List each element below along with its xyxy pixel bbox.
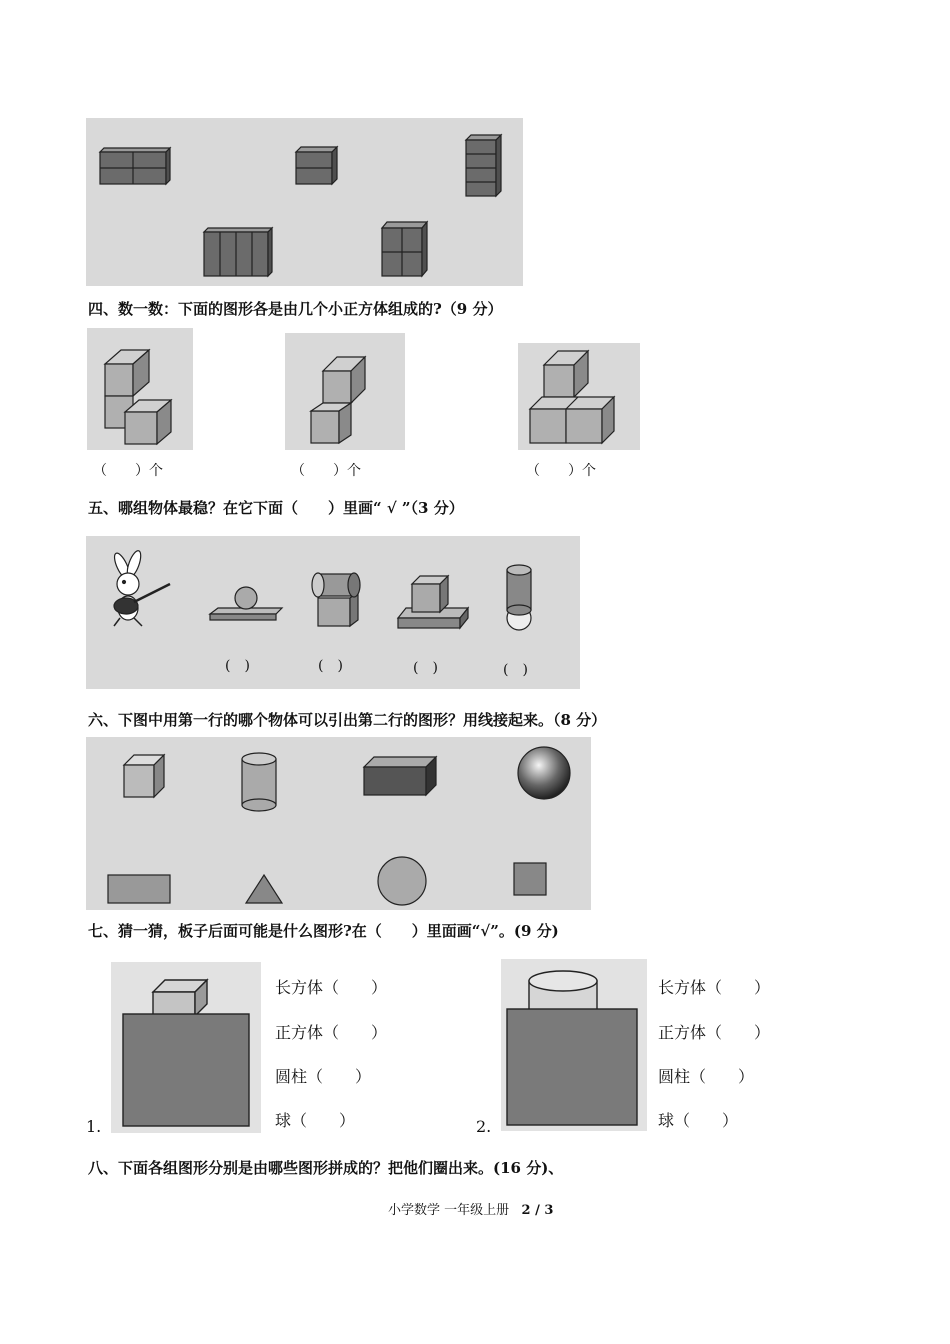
cube-figure-1	[87, 328, 193, 450]
stability-blank-1[interactable]: ( )	[225, 658, 250, 674]
circle-shape	[378, 857, 426, 905]
cuboid-group-1	[100, 148, 170, 184]
board	[123, 1014, 249, 1126]
rabbit-icon	[112, 549, 170, 626]
q2-option-sphere[interactable]: 球（ ）	[658, 1111, 739, 1130]
q2-option-cuboid[interactable]: 长方体（ ）	[658, 978, 771, 997]
stability-blank-2[interactable]: ( )	[318, 658, 343, 674]
question-1-number: 1.	[86, 1117, 102, 1136]
stability-blank-4[interactable]: ( )	[503, 662, 528, 678]
answer-blank-2[interactable]: （ ）个	[291, 463, 361, 479]
answer-blank-1[interactable]: （ ）个	[93, 463, 163, 479]
board-image-2	[501, 959, 647, 1131]
cuboid-group-4	[204, 228, 272, 276]
q1-option-cube[interactable]: 正方体（ ）	[275, 1023, 388, 1042]
q1-option-cylinder[interactable]: 圆柱（ ）	[275, 1067, 372, 1086]
cuboid-group-3	[466, 135, 501, 196]
section-6-heading: 六、下图中用第一行的哪个物体可以引出第二行的图形？用线接起来。（8 分）	[88, 711, 607, 729]
q1-option-cuboid[interactable]: 长方体（ ）	[275, 978, 388, 997]
page-number: 2 / 3	[521, 1203, 554, 1218]
cylinder-object	[242, 753, 276, 811]
matching-image	[86, 737, 591, 910]
section-4-heading: 四、数一数：下面的图形各是由几个小正方体组成的?（9 分）	[88, 300, 503, 318]
cuboid-group-2	[296, 147, 337, 184]
square-shape	[514, 863, 546, 895]
cube-figure-3	[518, 343, 640, 450]
section-5-heading: 五、哪组物体最稳？在它下面（ ）里画“ √ ”（3 分）	[88, 499, 464, 517]
cuboid-group-5	[382, 222, 427, 276]
board	[507, 1009, 637, 1125]
rectangle-shape	[108, 875, 170, 903]
stability-blank-3[interactable]: ( )	[413, 660, 438, 676]
cylinder-on-ball	[507, 565, 531, 630]
footer-subject: 小学数学 一年级上册	[388, 1203, 510, 1218]
cube-figure-2	[285, 333, 405, 450]
cylinder-on-cube	[312, 573, 360, 626]
q1-option-sphere[interactable]: 球（ ）	[275, 1111, 356, 1130]
answer-blank-3[interactable]: （ ）个	[526, 463, 596, 479]
ball-on-plate	[210, 587, 282, 620]
triangle-shape	[246, 875, 282, 903]
board-image-1	[111, 962, 261, 1133]
cuboid-stacks-image	[86, 118, 523, 286]
cube-object	[124, 755, 164, 797]
q2-option-cylinder[interactable]: 圆柱（ ）	[658, 1067, 755, 1086]
cube-on-base	[398, 576, 468, 628]
question-2-number: 2.	[476, 1117, 492, 1136]
section-8-heading: 八、下面各组图形分别是由哪些图形拼成的？把他们圈出来。(16 分)、	[88, 1159, 564, 1177]
q2-option-cube[interactable]: 正方体（ ）	[658, 1023, 771, 1042]
cuboid-object	[364, 757, 436, 795]
sphere-object	[518, 747, 570, 799]
page-footer	[388, 1199, 553, 1218]
section-7-heading: 七、猜一猜，板子后面可能是什么图形?在（ ）里面画“√”。(9 分)	[88, 922, 559, 940]
